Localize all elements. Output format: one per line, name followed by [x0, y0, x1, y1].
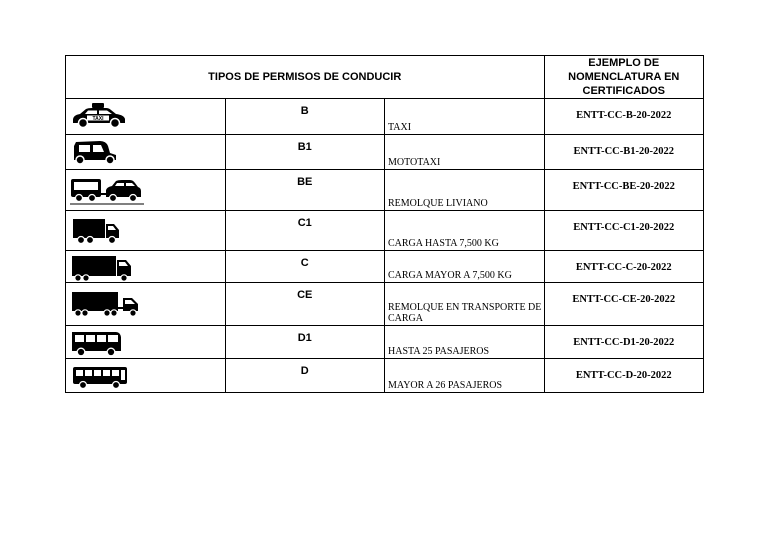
table-row: [66, 283, 704, 326]
permit-code: B: [225, 99, 385, 135]
permit-description: HASTA 25 PASAJEROS: [385, 326, 545, 359]
permit-description: TAXI: [385, 99, 545, 135]
table-row: [66, 211, 704, 251]
table-row: [66, 359, 704, 393]
permit-description: REMOLQUE LIVIANO: [385, 170, 545, 211]
icon-cell: [66, 211, 226, 251]
permit-description: CARGA HASTA 7,500 KG: [385, 211, 545, 251]
nomenclature-example: ENTT-CC-B-20-2022: [544, 99, 704, 135]
minibus-icon: [70, 329, 124, 359]
nomenclature-example: ENTT-CC-CE-20-2022: [544, 283, 704, 326]
permit-code: D: [225, 359, 385, 393]
bus-icon: [70, 362, 130, 392]
nomenclature-example: ENTT-CC-B1-20-2022: [544, 135, 704, 170]
icon-cell: [66, 326, 226, 359]
nomenclature-example: ENTT-CC-D-20-2022: [544, 359, 704, 393]
permit-description: MOTOTAXI: [385, 135, 545, 170]
icon-cell: [66, 135, 226, 170]
truck-with-trailer-icon: [70, 286, 142, 320]
permit-code: D1: [225, 326, 385, 359]
mototaxi-icon: [70, 138, 120, 166]
icon-cell: [66, 359, 226, 393]
permit-code: CE: [225, 283, 385, 326]
permit-code: BE: [225, 170, 385, 211]
icon-cell: [66, 251, 226, 283]
small-truck-icon: [70, 214, 124, 246]
table-row: [66, 326, 704, 359]
large-truck-icon: [70, 254, 134, 284]
table-row: [66, 170, 704, 211]
table-row: [66, 251, 704, 283]
car-with-trailer-icon: [70, 173, 144, 205]
icon-cell: [66, 99, 226, 135]
nomenclature-example: ENTT-CC-BE-20-2022: [544, 170, 704, 211]
permit-code: B1: [225, 135, 385, 170]
permit-description: REMOLQUE EN TRANSPORTE DE CARGA: [385, 283, 545, 326]
header-nomenclature-example: EJEMPLO DE NOMENCLATURA EN CERTIFICADOS: [544, 56, 704, 99]
permit-description: MAYOR A 26 PASAJEROS: [385, 359, 545, 393]
nomenclature-example: ENTT-CC-C-20-2022: [544, 251, 704, 283]
nomenclature-example: ENTT-CC-C1-20-2022: [544, 211, 704, 251]
icon-cell: [66, 170, 226, 211]
table-row: [66, 135, 704, 170]
permit-code: C1: [225, 211, 385, 251]
table-header-row: [66, 56, 704, 99]
permit-description: CARGA MAYOR A 7,500 KG: [385, 251, 545, 283]
permit-code: C: [225, 251, 385, 283]
permits-table: [65, 55, 704, 393]
svg-text:TAXI: TAXI: [92, 115, 104, 122]
taxi-icon: [70, 102, 128, 130]
header-permit-types: TIPOS DE PERMISOS DE CONDUCIR: [66, 56, 545, 99]
icon-cell: [66, 283, 226, 326]
nomenclature-example: ENTT-CC-D1-20-2022: [544, 326, 704, 359]
table-row: [66, 99, 704, 135]
